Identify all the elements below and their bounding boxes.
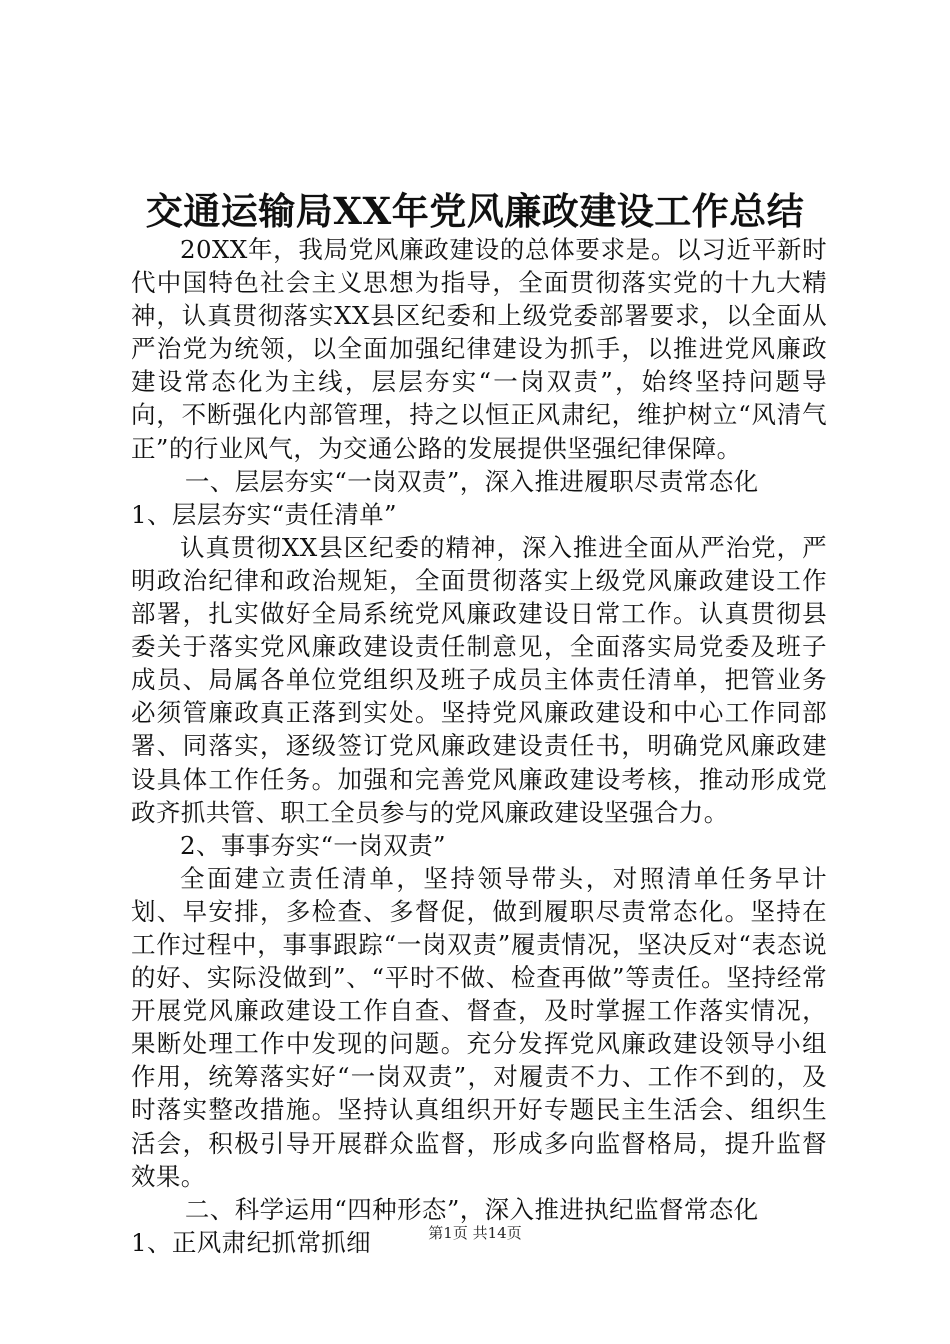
intro-paragraph: 20XX年，我局党风廉政建设的总体要求是。以习近平新时代中国特色社会主义思想为指导，全面贯彻落实党的十九大精神，认真贯彻落实XX县区纪委和上级党委部署要求，以全面从严治党为统领，以全面加强纪律建设为抓手，以推进党风廉政建设常态化为主线，层层夯实“一岗双责”，始终坚持问题导向，不断强化内部管理，持之以恒正风肃纪，维护树立“风清气正”的行业风气，为交通公路的发展提供坚强纪律保障。	[131, 235, 827, 463]
section-1-sub-2-paragraph: 全面建立责任清单，坚持领导带头，对照清单任务早计划、早安排，多检查、多督促，做到履职尽责常态化。坚持在工作过程中，事事跟踪“一岗双责”履责情况，坚决反对“表态说的好、实际没做到”、“平时不做、检查再做”等责任。坚持经常开展党风廉政建设工作自查、督查，及时掌握工作落实情况，果断处理工作中发现的问题。充分发挥党风廉政建设领导小组作用，统筹落实好“一岗双责”，对履责不力、工作不到的，及时落实整改措施。坚持认真组织开好专题民主生活会、组织生活会，积极引导开展群众监督，形成多向监督格局，提升监督效果。	[131, 863, 827, 1191]
document-title: 交通运输局XX年党风廉政建设工作总结	[145, 189, 805, 233]
document-body	[131, 233, 827, 1259]
section-1-subheading-2: 2、事事夯实“一岗双责”	[180, 830, 446, 860]
section-1-heading: 一、层层夯实“一岗双责”，深入推进履职尽责常态化	[184, 466, 759, 496]
section-1-subheading-1: 1、层层夯实“责任清单”	[131, 499, 397, 529]
section-2-subheading-1: 1、正风肃纪抓常抓细	[131, 1227, 372, 1257]
section-1-sub-1-paragraph: 认真贯彻XX县区纪委的精神，深入推进全面从严治党，严明政治纪律和政治规矩，全面贯彻落实上级党风廉政建设工作部署，扎实做好全局系统党风廉政建设日常工作。认真贯彻县委关于落实党风廉政建设责任制意见，全面落实局党委及班子成员、局属各单位党组织及班子成员主体责任清单，把管业务必须管廉政真正落到实处。坚持党风廉政建设和中心工作同部署、同落实，逐级签订党风廉政建设责任书，明确党风廉政建设具体工作任务。加强和完善党风廉政建设考核，推动形成党政齐抓共管、职工全员参与的党风廉政建设坚强合力。	[131, 532, 827, 827]
section-2-heading: 二、科学运用“四种形态”，深入推进执纪监督常态化	[184, 1194, 759, 1224]
page-number-footer: 第1页 共14页	[428, 1224, 522, 1242]
